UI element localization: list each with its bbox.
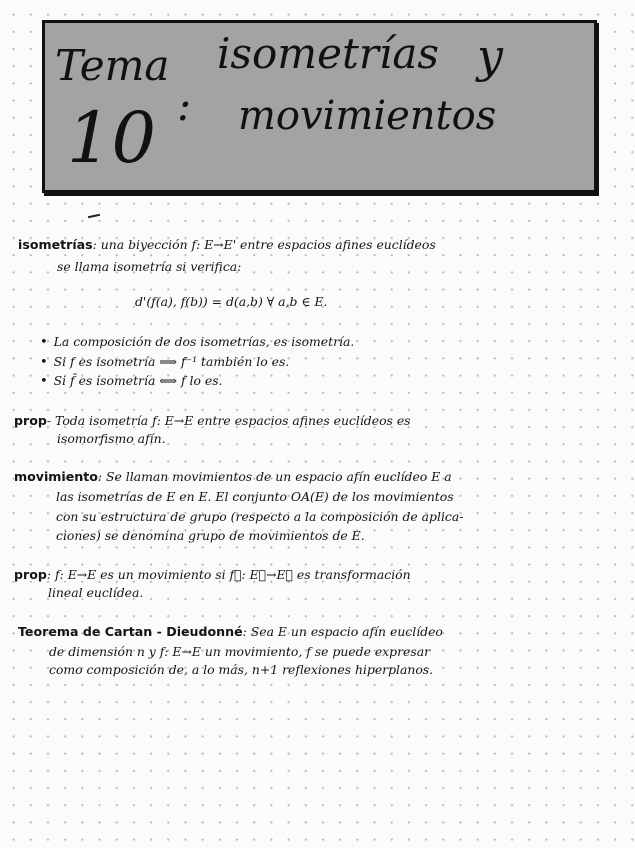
bullet-item-1 (40, 336, 354, 349)
movimiento-line4: ciones) se denomina grupo de movimientos de E. (56, 528, 365, 543)
movimiento-text1: : Se llaman movimientos de un espacio afín euclídeo E a (97, 469, 452, 484)
title-box (42, 20, 597, 193)
bullet-item-2 (40, 356, 289, 369)
teorema-term: Teorema de Cartan - Dieudonné (18, 624, 243, 639)
movimiento-term: movimiento (14, 469, 98, 484)
isometria-formula: d'(f(a), f(b)) = d(a,b) ∀ a,b ∈ E. (135, 294, 328, 309)
prop1-term: prop (14, 413, 47, 428)
prop2-line2: lineal euclídea. (48, 585, 144, 600)
bullet-item-3 (40, 375, 223, 388)
title-isometrias: isometrías (217, 29, 439, 78)
bullet-dot: • (40, 335, 48, 350)
prop1-line2: isomorfismo afín. (57, 431, 166, 446)
teorema-line2: de dimensión n y f: E→E un movimiento, f se puede expresar (49, 644, 431, 659)
title-colon: : (177, 81, 192, 130)
teorema-line3: como composición de, a lo más, n+1 reflexiones hiperplanos. (49, 662, 434, 677)
prop1-line1 (14, 415, 411, 428)
prop1-text1: - Toda isometría f: E→E entre espacios afines euclídeos es (46, 413, 411, 428)
def-isometrias-line2: se llama isometría si verifica: (57, 259, 242, 274)
title-number: 10 (67, 97, 157, 179)
bullet-text-1: La composición de dos isometrías, es isometría. (53, 334, 355, 349)
teorema-line1 (18, 626, 443, 639)
title-conjunction: y (477, 29, 503, 83)
prop2-line1 (14, 569, 411, 582)
bullet-dot: • (40, 355, 48, 370)
def-isometrias-term: isometrías (18, 237, 93, 252)
def-isometrias-line1 (18, 239, 436, 252)
prop2-text1: : f: E→E es un movimiento si f⃗: E⃗→E⃗ es transformación (46, 567, 411, 582)
prop2-term: prop (14, 567, 47, 582)
teorema-text1: : Sea E un espacio afín euclídeo (242, 624, 443, 639)
movimiento-line1 (14, 471, 452, 484)
def-isometrias-text1: : una biyección f: E→E' entre espacios afines euclídeos (92, 237, 436, 252)
bullet-text-2: Si f es isometría ⟹ f⁻¹ también lo es. (53, 354, 290, 369)
movimiento-line3: con su estructura de grupo (respecto a la composición de aplica- (56, 509, 464, 524)
bullet-dot: • (40, 374, 48, 389)
stray-dash (88, 214, 100, 218)
bullet-text-3: Si f̄ es isometría ⟺ f lo es. (53, 373, 223, 388)
title-word-tema: Tema (55, 41, 170, 90)
title-movimientos: movimientos (238, 93, 497, 139)
movimiento-line2: las isometrías de E en E. El conjunto OA(E) de los movimientos (56, 489, 454, 504)
